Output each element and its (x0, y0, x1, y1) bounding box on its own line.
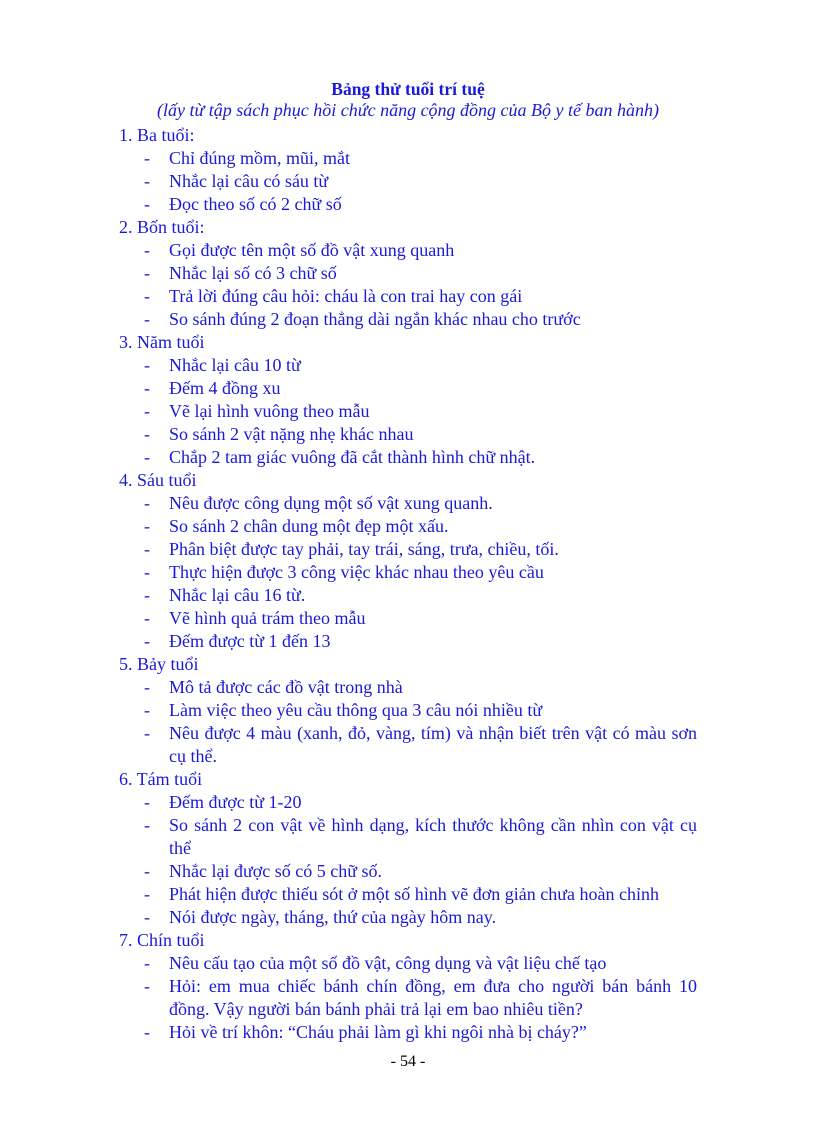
age-section (119, 124, 697, 216)
list-item-text: Làm việc theo yêu cầu thông qua 3 câu nói nhiều từ (169, 700, 543, 720)
bullet-dash: - (144, 286, 150, 306)
list-item (119, 354, 697, 377)
list-item-text: So sánh đúng 2 đoạn thẳng dài ngắn khác nhau cho trước (169, 309, 581, 329)
list-item (119, 193, 697, 216)
age-section (119, 469, 697, 653)
bullet-dash: - (144, 1022, 150, 1042)
section-heading: 5. Bảy tuổi (119, 654, 199, 674)
bullet-dash: - (144, 884, 150, 904)
list-item (119, 561, 697, 584)
section-item-list (119, 952, 697, 1044)
bullet-dash: - (144, 631, 150, 651)
section-item-list (119, 239, 697, 331)
list-item (119, 147, 697, 170)
list-item-text: Mô tả được các đồ vật trong nhà (169, 677, 403, 697)
list-item-text: Nêu cấu tạo của một số đồ vật, công dụng và vật liệu chế tạo (169, 953, 607, 973)
bullet-dash: - (144, 401, 150, 421)
list-item-text: Nêu được công dụng một số vật xung quanh. (169, 493, 493, 513)
bullet-dash: - (144, 355, 150, 375)
list-item (119, 423, 697, 446)
list-item-text: Nhắc lại số có 3 chữ số (169, 263, 337, 283)
list-item (119, 285, 697, 308)
list-item-text: Gọi được tên một số đồ vật xung quanh (169, 240, 455, 260)
list-item-text: Đếm được từ 1-20 (169, 792, 302, 812)
list-item (119, 515, 697, 538)
section-heading: 4. Sáu tuổi (119, 470, 197, 490)
list-item (119, 883, 697, 906)
bullet-dash: - (144, 263, 150, 283)
list-item (119, 584, 697, 607)
list-item (119, 952, 697, 975)
document-subtitle: (lấy từ tập sách phục hồi chức năng cộng đồng của Bộ y tế ban hành) (156, 100, 660, 120)
bullet-dash: - (144, 309, 150, 329)
list-item-text: Đọc theo số có 2 chữ số (169, 194, 342, 214)
section-item-list (119, 676, 697, 768)
section-item-list (119, 147, 697, 216)
bullet-dash: - (144, 815, 150, 835)
list-item (119, 630, 697, 653)
section-heading: 7. Chín tuổi (119, 930, 205, 950)
list-item (119, 975, 697, 1021)
list-item-text: Nhắc lại câu 16 từ. (169, 585, 306, 605)
age-section (119, 331, 697, 469)
age-section (119, 653, 697, 768)
bullet-dash: - (144, 493, 150, 513)
list-item (119, 676, 697, 699)
bullet-dash: - (144, 608, 150, 628)
bullet-dash: - (144, 539, 150, 559)
bullet-dash: - (144, 516, 150, 536)
list-item-text: Đếm được từ 1 đến 13 (169, 631, 331, 651)
list-item (119, 814, 697, 860)
list-item-text: Phân biệt được tay phải, tay trái, sáng, trưa, chiều, tối. (169, 539, 559, 559)
section-item-list (119, 354, 697, 469)
list-item-text: Nói được ngày, tháng, thứ của ngày hôm nay. (169, 907, 497, 927)
list-item (119, 860, 697, 883)
section-heading: 2. Bốn tuổi: (119, 217, 205, 237)
list-item-text: Nhắc lại câu 10 từ (169, 355, 301, 375)
section-heading: 1. Ba tuổi: (119, 125, 195, 145)
age-section (119, 216, 697, 331)
list-item (119, 906, 697, 929)
list-item-text: Hỏi: em mua chiếc bánh chín đồng, em đưa cho người bán bánh 10 đồng. Vậy người bán bánh phải trả lại em bao nhiêu tiền? (169, 976, 697, 1019)
list-item-text: Thực hiện được 3 công việc khác nhau theo yêu cầu (169, 562, 544, 582)
age-test-list (119, 124, 697, 1044)
list-item (119, 308, 697, 331)
list-item-text: So sánh 2 vật nặng nhẹ khác nhau (169, 424, 414, 444)
age-section (119, 929, 697, 1044)
bullet-dash: - (144, 677, 150, 697)
list-item (119, 538, 697, 561)
section-heading: 6. Tám tuổi (119, 769, 203, 789)
list-item-text: Nhắc lại câu có sáu từ (169, 171, 329, 191)
list-item (119, 607, 697, 630)
list-item (119, 1021, 697, 1044)
list-item-text: Đếm 4 đồng xu (169, 378, 281, 398)
bullet-dash: - (144, 378, 150, 398)
list-item (119, 492, 697, 515)
list-item-text: Nêu được 4 màu (xanh, đỏ, vàng, tím) và nhận biết trên vật có màu sơn cụ thể. (169, 723, 697, 766)
bullet-dash: - (144, 953, 150, 973)
list-item-text: Chỉ đúng mồm, mũi, mắt (169, 148, 351, 168)
bullet-dash: - (144, 171, 150, 191)
list-item-text: Nhắc lại được số có 5 chữ số. (169, 861, 382, 881)
bullet-dash: - (144, 447, 150, 467)
bullet-dash: - (144, 585, 150, 605)
section-heading: 3. Năm tuổi (119, 332, 205, 352)
list-item-text: Chắp 2 tam giác vuông đã cắt thành hình chữ nhật. (169, 447, 536, 467)
list-item (119, 446, 697, 469)
list-item (119, 722, 697, 768)
bullet-dash: - (144, 194, 150, 214)
bullet-dash: - (144, 861, 150, 881)
list-item (119, 239, 697, 262)
bullet-dash: - (144, 240, 150, 260)
list-item (119, 699, 697, 722)
bullet-dash: - (144, 148, 150, 168)
bullet-dash: - (144, 562, 150, 582)
list-item (119, 170, 697, 193)
age-section (119, 768, 697, 929)
bullet-dash: - (144, 976, 150, 996)
bullet-dash: - (144, 907, 150, 927)
list-item (119, 791, 697, 814)
list-item (119, 377, 697, 400)
page-number: - 54 - (390, 1053, 426, 1070)
list-item-text: Vẽ hình quả trám theo mẫu (169, 608, 366, 628)
list-item (119, 400, 697, 423)
list-item-text: Vẽ lại hình vuông theo mẫu (169, 401, 370, 421)
section-item-list (119, 492, 697, 653)
bullet-dash: - (144, 424, 150, 444)
bullet-dash: - (144, 792, 150, 812)
list-item (119, 262, 697, 285)
bullet-dash: - (144, 700, 150, 720)
document-title: Bảng thử tuổi trí tuệ (331, 79, 485, 99)
list-item-text: So sánh 2 con vật về hình dạng, kích thước không cần nhìn con vật cụ thể (169, 815, 697, 858)
bullet-dash: - (144, 723, 150, 743)
list-item-text: Trả lời đúng câu hỏi: cháu là con trai hay con gái (169, 286, 523, 306)
list-item-text: Phát hiện được thiếu sót ở một số hình vẽ đơn giản chưa hoàn chỉnh (169, 884, 659, 904)
list-item-text: So sánh 2 chân dung một đẹp một xấu. (169, 516, 449, 536)
list-item-text: Hỏi về trí khôn: “Cháu phải làm gì khi ngôi nhà bị cháy?” (169, 1022, 587, 1042)
section-item-list (119, 791, 697, 929)
